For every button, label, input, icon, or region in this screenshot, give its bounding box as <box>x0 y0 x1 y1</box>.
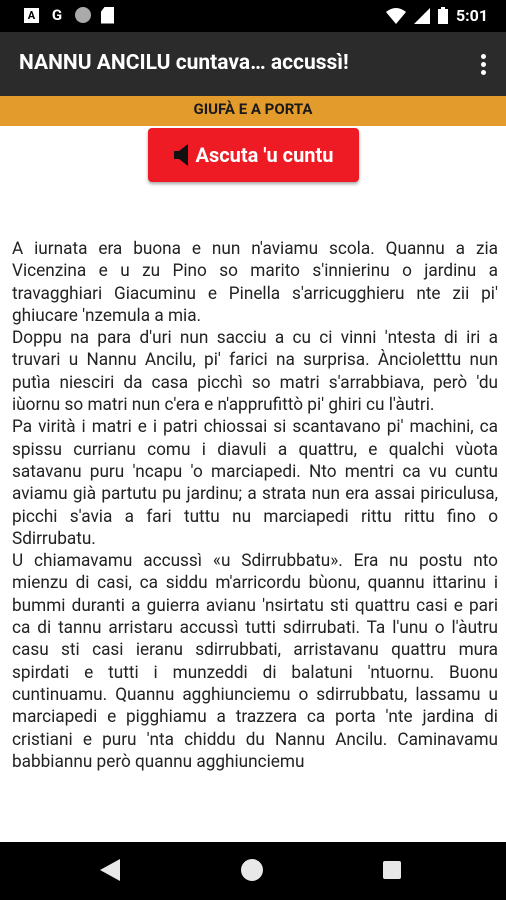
status-bar-system <box>386 6 488 25</box>
back-icon[interactable] <box>100 859 120 881</box>
speaker-icon <box>174 143 190 167</box>
wifi-icon <box>386 8 406 24</box>
app-title: NANNU ANCILU cuntava… accussì! <box>19 51 349 75</box>
battery-icon <box>438 7 448 24</box>
more-vert-icon[interactable] <box>468 48 498 80</box>
sd-card-icon <box>101 7 114 24</box>
app-a-icon: A <box>24 8 39 23</box>
story-title: GIUFÀ E A PORTA <box>193 100 313 118</box>
story-paragraph: A iurnata era buona e nun n'aviamu scola. Quannu a zia Vicenzina e u zu Pino so marito s'innierinu o jardinu a travagghiari Giacuminu e Pinella s'arricugghieru nte zii pi' ghiucare 'nzemula a mia. <box>12 239 498 326</box>
signal-icon <box>414 8 430 24</box>
recents-icon[interactable] <box>383 861 401 879</box>
home-icon[interactable] <box>241 859 263 881</box>
app-bar <box>0 32 506 96</box>
listen-button-label: Ascuta 'u cuntu <box>195 143 334 167</box>
status-bar <box>0 0 506 32</box>
google-g-icon: G <box>51 6 63 24</box>
story-text <box>12 238 498 773</box>
navigation-bar <box>0 842 506 900</box>
dot-icon <box>75 7 91 23</box>
story-title-bar <box>0 96 506 126</box>
status-time: 5:01 <box>455 6 488 25</box>
listen-button[interactable] <box>148 128 359 182</box>
story-paragraph: Pa virità i matri e i patri chiossai si scantavano pi' machini, ca spissu currianu comu i diavuli a quattru, e qualchi vùota satavanu puru 'ncapu 'o marciapedi. Nto mentri ca vu cuntu aviamu già partutu pu jardinu; a strata nun era assai piriculusa, picchi s'avia a fari tuttu nu marciapedi rittu rittu fino o Sdirrubatu. <box>12 417 498 549</box>
status-bar-notifications <box>24 6 114 24</box>
story-paragraph: Doppu na para d'uri nun sacciu a cu ci vinni 'ntesta di iri a truvari u Nannu Ancilu, pi' farici na surprisa. Àncioletttu nun putìa niesciri da casa picchì so matri s'arrabbiava, però 'du iùornu so matri nun c'era e n'apprufittò pi' ghiri cu l'àutri. <box>12 328 498 416</box>
story-paragraph: U chiamavamu accussì «u Sdirrubbatu». Era nu postu nto mienzu di casi, ca siddu m'arricordu bùonu, quannu ittarinu i bummi duranti a guierra avianu 'nsirtatu sti quattru casi e pari ca di tannu arristaru accussì tutti sdirrubati. Ta l'unu o l'àutru casu sti casi ieranu sdirrubbati, arristavanu quattru mura spirdati e tutti i munzeddi di balatuni 'ntuornu. Buonu cuntinuamu. Quannu agghiunciemu o sdirrubbatu, lassamu u marciapedi e pigghiamu a trazzera ca porta 'nte jardina di cristiani e puru 'nta chiddu du Nannu Ancilu. Caminavamu babbiannu però quannu agghiunciemu <box>12 551 498 772</box>
